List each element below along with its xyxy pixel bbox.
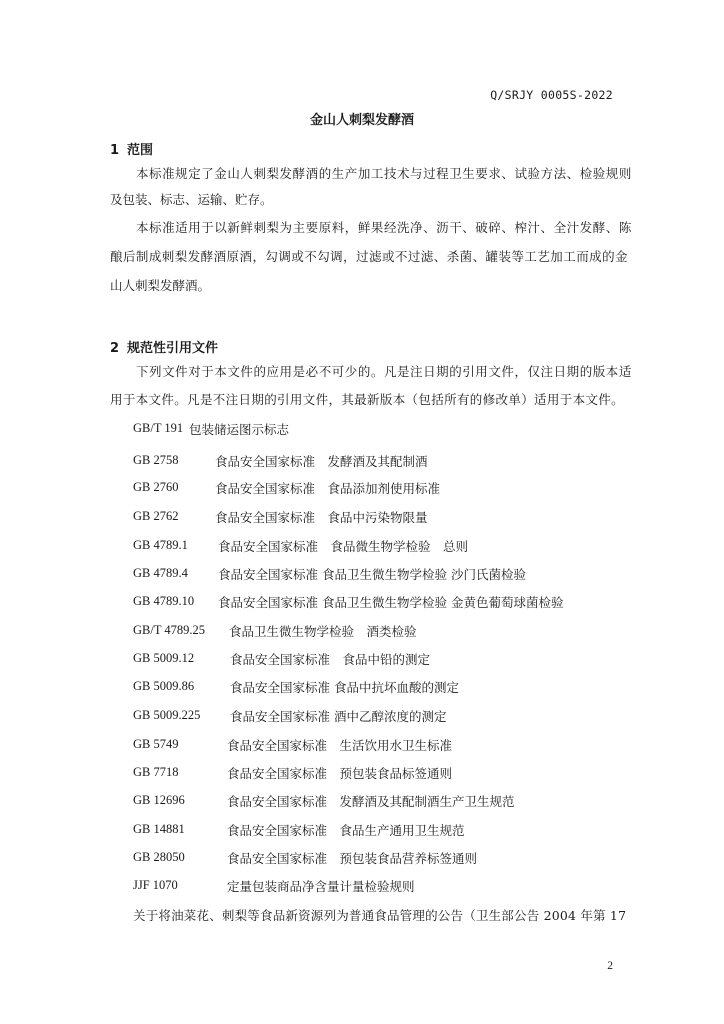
- reference-row: [133, 650, 431, 670]
- paragraph-line: 下列文件对于本文件的应用是必不可少的。凡是注日期的引用文件，仅注日期的版本适: [136, 364, 632, 379]
- reference-row: [133, 764, 453, 784]
- reference-code: GB 5009.86: [133, 679, 195, 693]
- standard-code: Q/SRJY 0005S-2022: [490, 88, 613, 102]
- reference-code: GB 4789.4: [133, 566, 188, 580]
- reference-code: GB 5749: [133, 737, 179, 751]
- document-title: 金山人刺梨发酵酒: [309, 113, 414, 128]
- reference-title: 定量包装商品净含量计量检验规则: [227, 879, 415, 894]
- reference-row: [133, 565, 526, 585]
- section-number: 1: [110, 143, 120, 158]
- reference-code: GB 28050: [133, 850, 185, 864]
- reference-row: [133, 849, 478, 869]
- reference-row: [133, 678, 459, 698]
- reference-code: GB 2760: [133, 480, 179, 494]
- section-number: 2: [110, 341, 120, 356]
- reference-title: 食品安全国家标准 预包装食品标签通则: [227, 766, 453, 781]
- reference-code: GB 5009.225: [133, 708, 201, 722]
- paragraph-line: 及包装、标志、运输、贮存。: [110, 192, 273, 207]
- paragraph-line: 山人刺梨发酵酒。: [110, 278, 211, 293]
- paragraph-line: 关于将油菜花、刺梨等食品新资源列为普通食品管理的公告（卫生部公告 2004 年第 17: [133, 908, 627, 923]
- reference-code: GB/T 191: [133, 421, 184, 435]
- paragraph-line: 本标准适用于以新鲜刺梨为主要原料，鲜果经洗净、沥干、破碎、榨汁、全汁发酵、陈: [136, 220, 632, 235]
- reference-code: GB 4789.1: [133, 538, 188, 552]
- paragraph-line: 本标准规定了金山人刺梨发酵酒的生产加工技术与过程卫生要求、试验方法、检验规则: [136, 166, 632, 181]
- reference-code: GB 14881: [133, 822, 185, 836]
- reference-row: [133, 622, 417, 642]
- reference-row: [133, 452, 428, 472]
- reference-title: 食品安全国家标准 食品卫生微生物学检验 金黄色葡萄球菌检验: [218, 595, 564, 610]
- reference-row: [133, 792, 515, 812]
- reference-row: [133, 479, 441, 499]
- reference-title: 食品安全国家标准 预包装食品营养标签通则: [227, 851, 478, 866]
- paragraph-line: 用于本文件。凡是不注日期的引用文件，其最新版本（包括所有的修改单）适用于本文件。: [110, 392, 625, 407]
- reference-title: 食品卫生微生物学检验 酒类检验: [229, 624, 417, 639]
- reference-row: [133, 537, 469, 557]
- section-title: 规范性引用文件: [127, 341, 219, 356]
- reference-title: 食品安全国家标准 食品中抗坏血酸的测定: [230, 680, 459, 695]
- reference-title: 食品安全国家标准 生活饮用水卫生标准: [227, 738, 453, 753]
- reference-code: GB 4789.10: [133, 594, 195, 608]
- section-2-heading: [110, 337, 218, 356]
- reference-code: GB 5009.12: [133, 651, 195, 665]
- reference-title: 包装储运图示标志: [189, 422, 290, 437]
- reference-title: 食品安全国家标准 食品微生物学检验 总则: [218, 539, 469, 554]
- reference-row: [133, 736, 453, 756]
- reference-row: [133, 593, 564, 613]
- reference-title: 食品安全国家标准 食品生产通用卫生规范: [227, 823, 465, 838]
- reference-code: GB 2758: [133, 453, 179, 467]
- reference-title: 食品安全国家标准 食品中铅的测定: [230, 652, 431, 667]
- reference-row: [133, 420, 290, 440]
- reference-title: 食品安全国家标准 发酵酒及其配制酒生产卫生规范: [227, 794, 515, 809]
- section-title: 范围: [127, 143, 154, 158]
- reference-code: GB 7718: [133, 765, 179, 779]
- reference-code: JJF 1070: [133, 878, 178, 892]
- paragraph-line: 酿后制成刺梨发酵酒原酒，勾调或不勾调，过滤或不过滤、杀菌、罐装等工艺加工而成的金: [110, 249, 629, 264]
- reference-code: GB 12696: [133, 793, 185, 807]
- reference-row: [133, 508, 428, 528]
- page-number: 2: [607, 960, 613, 972]
- reference-row: [133, 821, 465, 841]
- reference-code: GB/T 4789.25: [133, 623, 205, 637]
- reference-title: 食品安全国家标准 食品添加剂使用标准: [215, 481, 441, 496]
- reference-row: [133, 707, 447, 727]
- section-1-heading: [110, 139, 153, 158]
- reference-title: 食品安全国家标准 发酵酒及其配制酒: [215, 454, 428, 469]
- reference-title: 食品安全国家标准 食品卫生微生物学检验 沙门氏菌检验: [218, 567, 526, 582]
- reference-code: GB 2762: [133, 509, 179, 523]
- reference-row: [133, 877, 415, 897]
- reference-title: 食品安全国家标准 食品中污染物限量: [215, 510, 428, 525]
- reference-title: 食品安全国家标准 酒中乙醇浓度的测定: [230, 709, 447, 724]
